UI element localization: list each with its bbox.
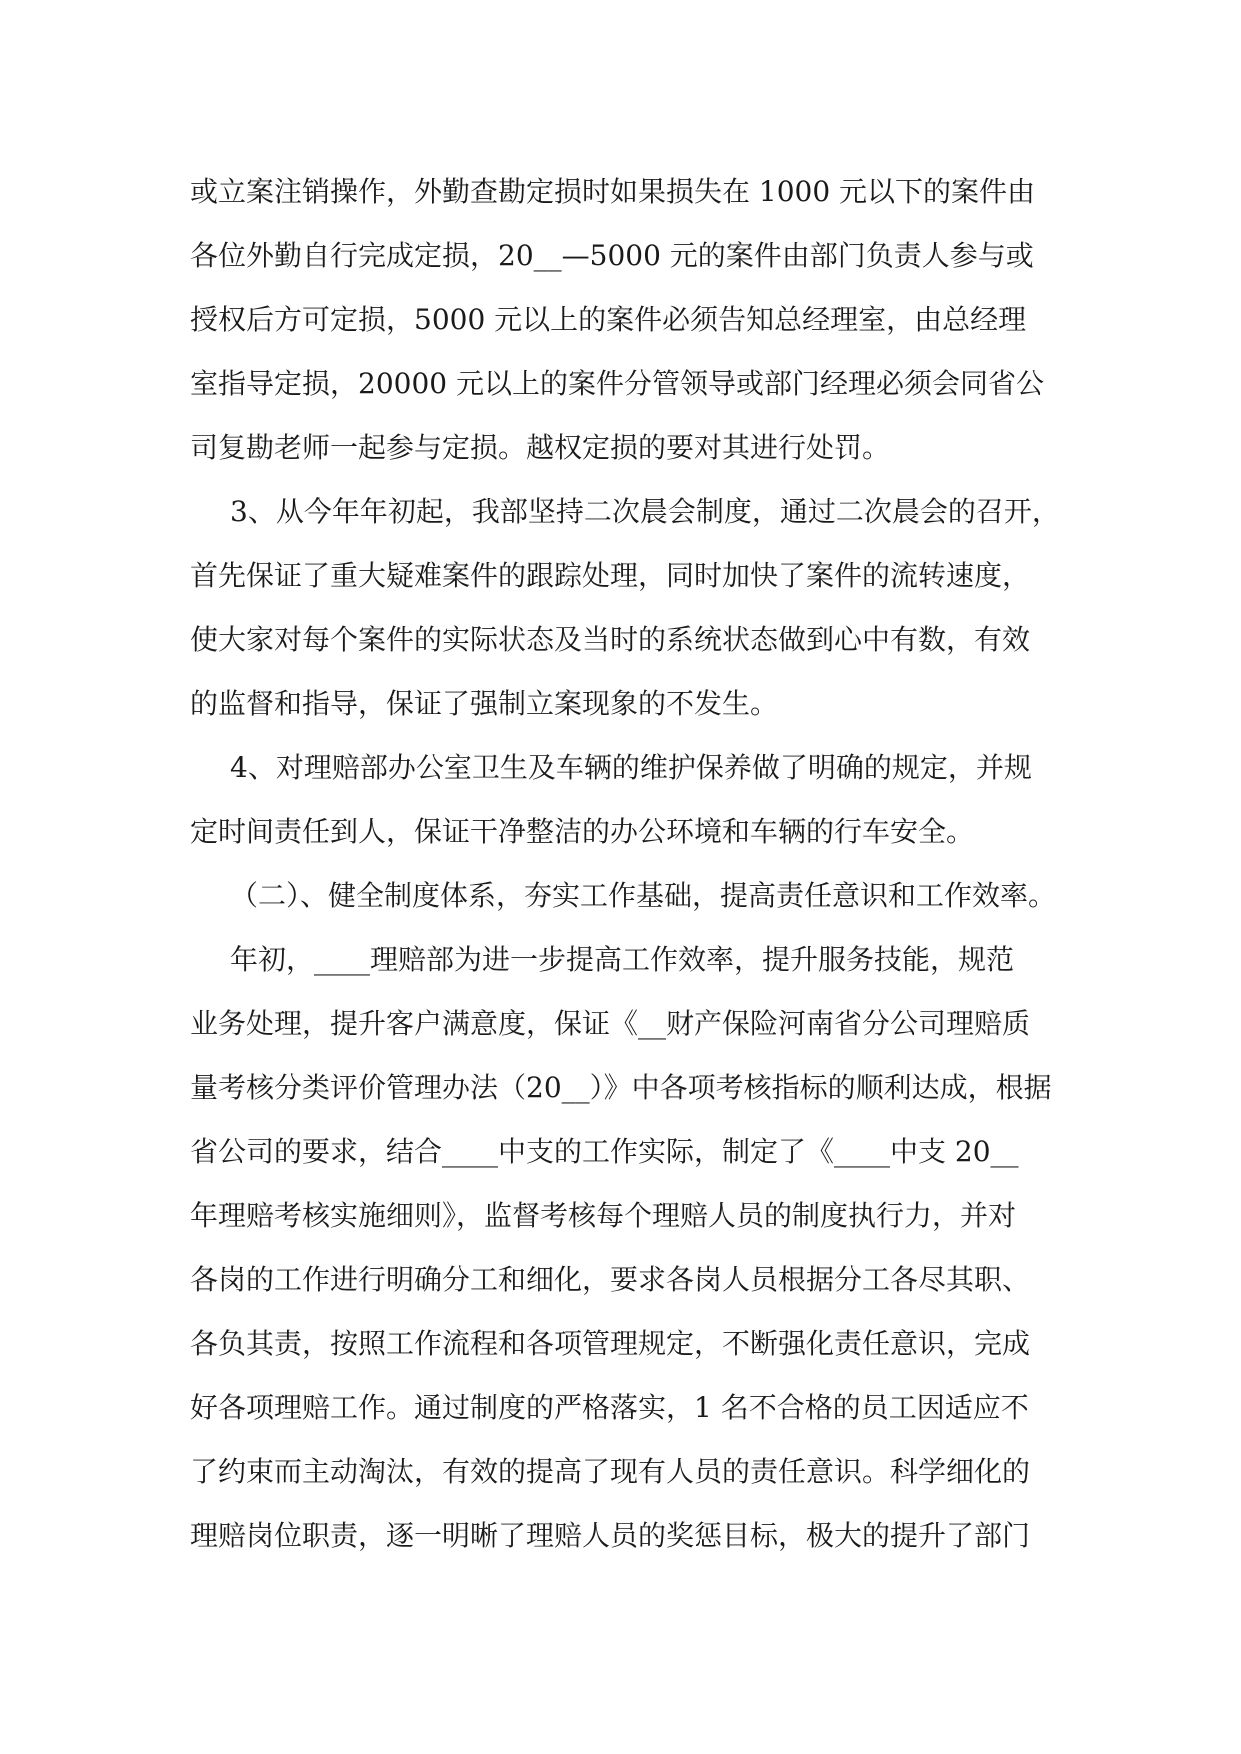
- text-line: 的监督和指导，保证了强制立案现象的不发生。: [190, 687, 779, 720]
- text-line: 室指导定损，20000 元以上的案件分管领导或部门经理必须会同省公: [190, 367, 1044, 400]
- text-line: 好各项理赔工作。通过制度的严格落实，1 名不合格的员工因适应不: [190, 1391, 1029, 1424]
- text-line: 年理赔考核实施细则》，监督考核每个理赔人员的制度执行力，并对: [190, 1199, 1017, 1232]
- text-line: 业务处理，提升客户满意度，保证《__财产保险河南省分公司理赔质: [190, 1007, 1031, 1040]
- body-text: [190, 160, 1060, 1568]
- text-line: 4、对理赔部办公室卫生及车辆的维护保养做了明确的规定，并规: [230, 751, 1032, 784]
- text-line: 了约束而主动淘汰，有效的提高了现有人员的责任意识。科学细化的: [190, 1455, 1031, 1488]
- text-line: 司复勘老师一起参与定损。越权定损的要对其进行处罚。: [190, 431, 891, 464]
- text-line: 定时间责任到人，保证干净整洁的办公环境和车辆的行车安全。: [190, 815, 975, 848]
- text-line: 或立案注销操作，外勤查勘定损时如果损失在 1000 元以下的案件由: [190, 175, 1036, 208]
- text-line: 授权后方可定损，5000 元以上的案件必须告知总经理室，由总经理: [190, 303, 1027, 336]
- text-line: 各位外勤自行完成定损，20__—5000 元的案件由部门负责人参与或: [190, 239, 1034, 272]
- text-line: 省公司的要求，结合____中支的工作实际，制定了《____中支 20__: [190, 1135, 1019, 1168]
- text-line: 年初，____理赔部为进一步提高工作效率，提升服务技能，规范: [230, 943, 1015, 976]
- text-line: 使大家对每个案件的实际状态及当时的系统状态做到心中有数，有效: [190, 623, 1031, 656]
- text-line: 首先保证了重大疑难案件的跟踪处理，同时加快了案件的流转速度，: [190, 559, 1031, 592]
- text-line: 各岗的工作进行明确分工和细化，要求各岗人员根据分工各尽其职、: [190, 1263, 1031, 1296]
- text-line: 各负其责，按照工作流程和各项管理规定，不断强化责任意识，完成: [190, 1327, 1031, 1360]
- text-line: 3、从今年年初起，我部坚持二次晨会制度，通过二次晨会的召开，: [230, 495, 1060, 528]
- text-line: 理赔岗位职责，逐一明晰了理赔人员的奖惩目标，极大的提升了部门: [190, 1519, 1031, 1552]
- text-line: 量考核分类评价管理办法（20__）》中各项考核指标的顺利达成，根据: [190, 1071, 1052, 1104]
- section-heading: （二）、健全制度体系，夯实工作基础，提高责任意识和工作效率。: [230, 879, 1057, 912]
